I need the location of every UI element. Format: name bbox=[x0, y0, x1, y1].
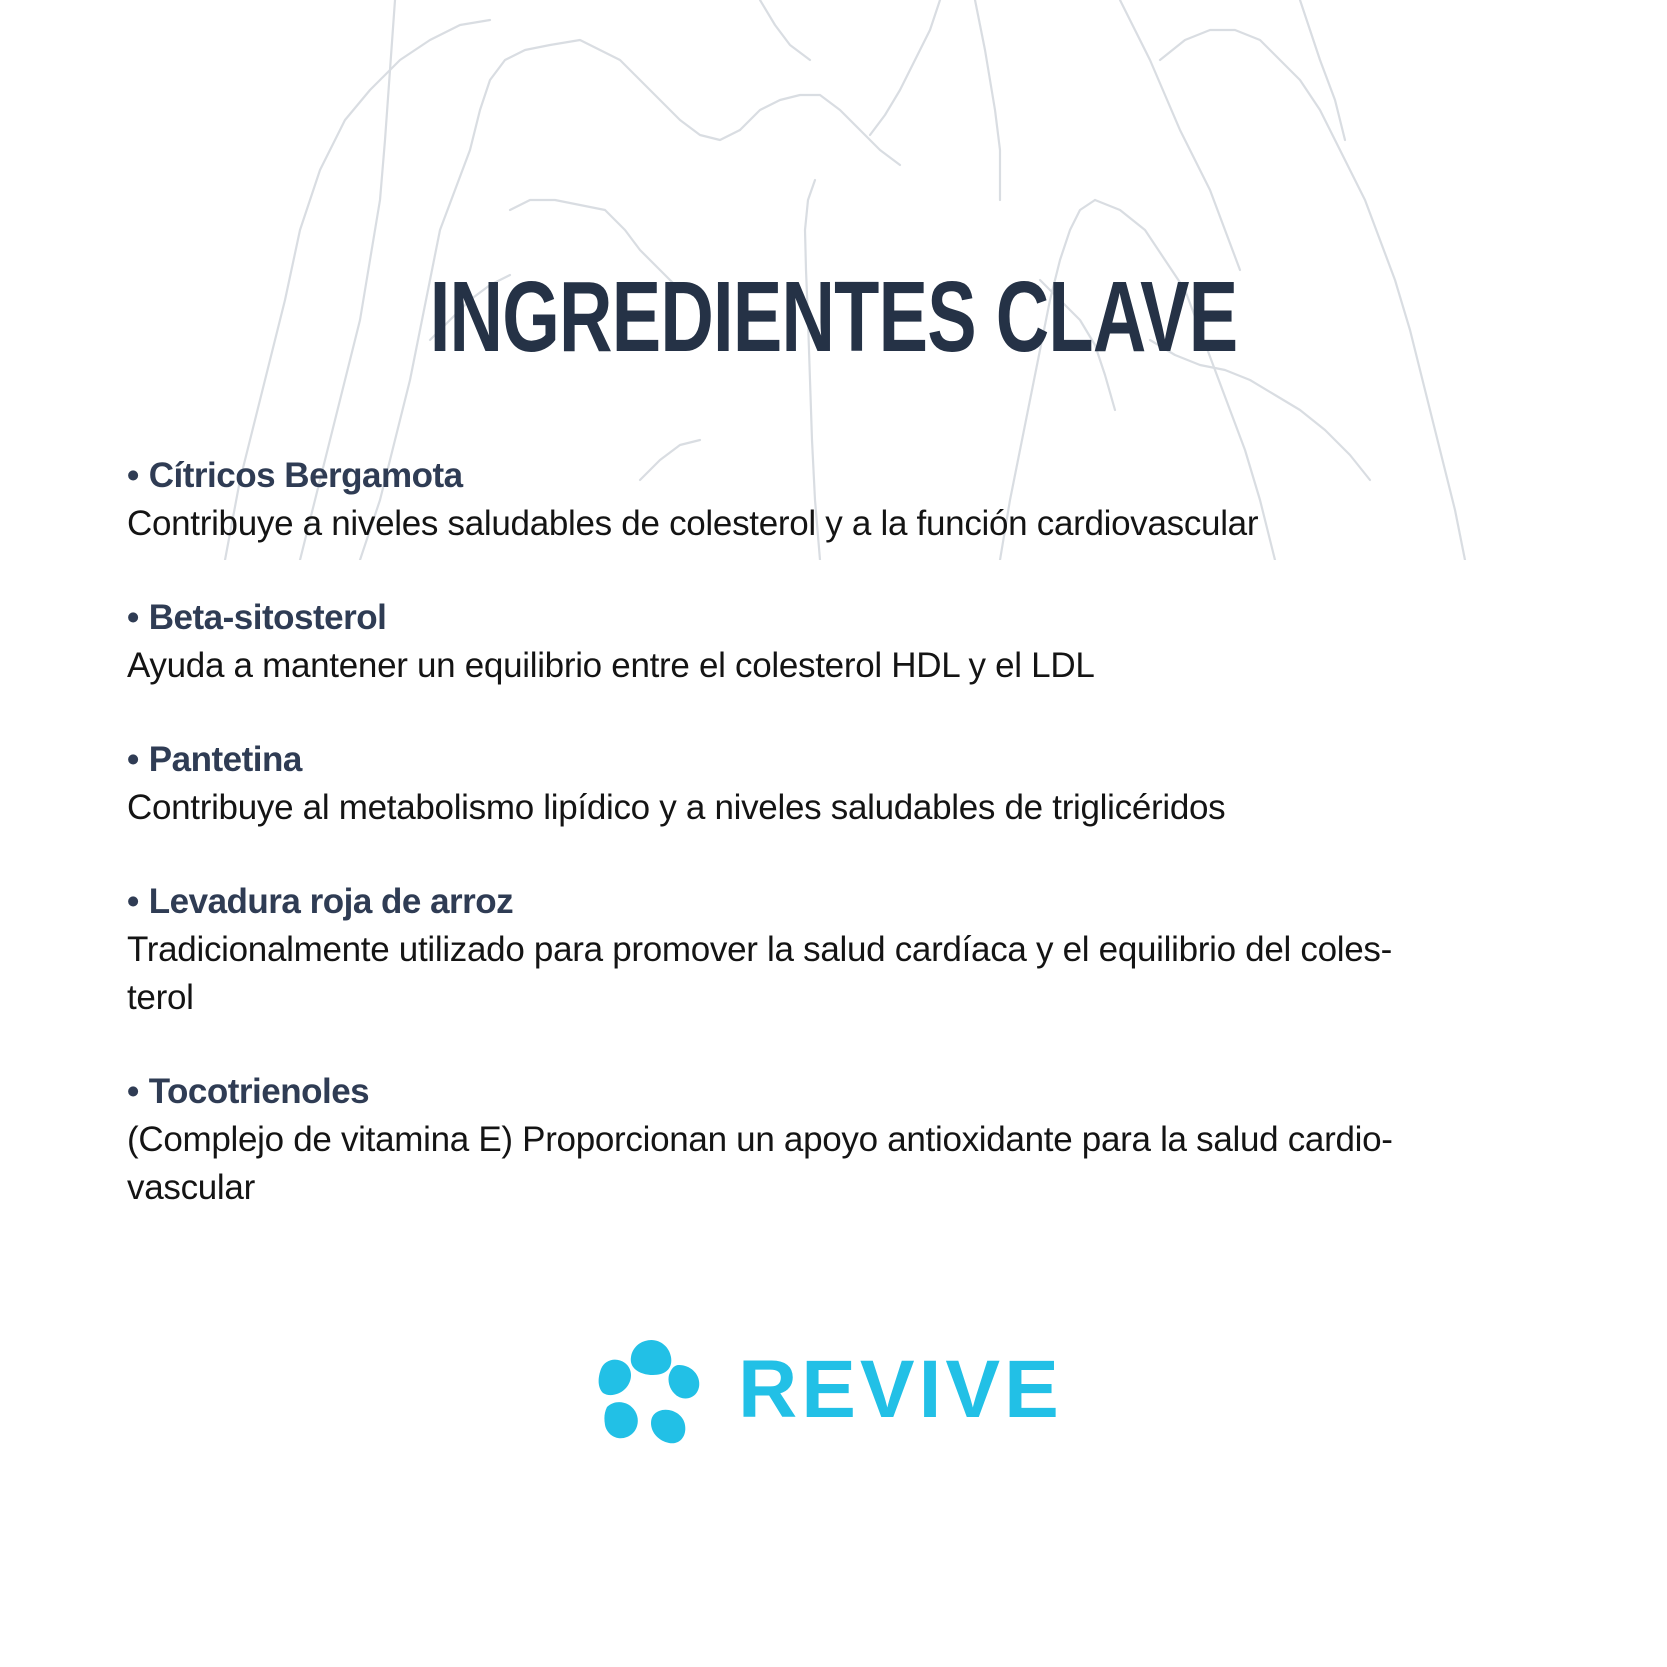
page-title: INGREDIENTES CLAVE bbox=[429, 261, 1238, 373]
ingredient-item bbox=[127, 594, 1547, 690]
bullet-icon: • bbox=[127, 1072, 139, 1111]
ingredient-description: Contribuye al metabolismo lipídico y a niveles saludables de triglicéridos bbox=[127, 788, 1226, 827]
ingredient-description: Contribuye a niveles saludables de colesterol y a la función cardiovascular bbox=[127, 504, 1259, 543]
ingredient-name-text: Beta-sitosterol bbox=[148, 598, 387, 637]
bullet-icon: • bbox=[127, 740, 139, 779]
ingredient-name bbox=[127, 594, 1547, 642]
ingredient-description: (Complejo de vitamina E) Proporcionan un apoyo antioxidante para la salud cardio- vascular bbox=[127, 1120, 1393, 1207]
droplet-flower-icon bbox=[595, 1335, 709, 1445]
ingredient-name-text: Tocotrienoles bbox=[148, 1072, 370, 1111]
ingredient-name-text: Levadura roja de arroz bbox=[148, 882, 514, 921]
ingredient-item bbox=[127, 736, 1547, 832]
ingredient-description: Tradicionalmente utilizado para promover la salud cardíaca y el equilibrio del coles- terol bbox=[127, 930, 1392, 1017]
ingredient-name-text: Cítricos Bergamota bbox=[148, 456, 463, 495]
bullet-icon: • bbox=[127, 882, 139, 921]
ingredient-name bbox=[127, 452, 1547, 500]
ingredient-item bbox=[127, 452, 1547, 548]
ingredient-description: Ayuda a mantener un equilibrio entre el colesterol HDL y el LDL bbox=[127, 646, 1095, 685]
ingredient-name bbox=[127, 878, 1547, 926]
ingredients-list bbox=[127, 452, 1547, 1258]
revive-logo bbox=[595, 1335, 1085, 1445]
ingredient-name bbox=[127, 1068, 1547, 1116]
ingredient-item bbox=[127, 1068, 1547, 1212]
bullet-icon: • bbox=[127, 456, 139, 495]
ingredient-name bbox=[127, 736, 1547, 784]
ingredient-item bbox=[127, 878, 1547, 1022]
bullet-icon: • bbox=[127, 598, 139, 637]
ingredient-name-text: Pantetina bbox=[148, 740, 302, 779]
logo-wordmark: REVIVE bbox=[738, 1344, 1063, 1435]
